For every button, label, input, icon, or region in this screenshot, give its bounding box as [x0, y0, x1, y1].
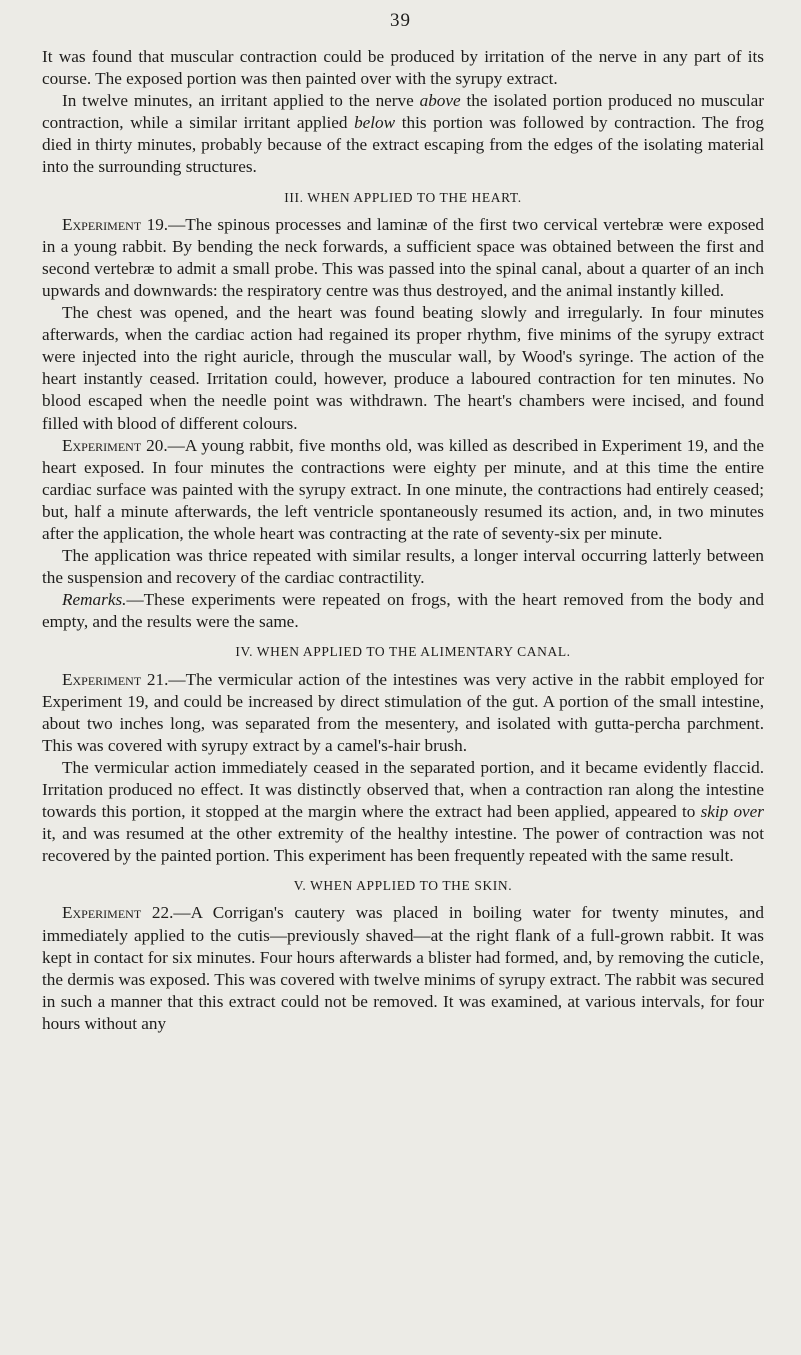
body-text — [42, 46, 764, 1035]
text-run: it, and was resumed at the other extremity of the healthy intestine. The power of contraction was not recovered by the painted portion. This experiment has been frequently repeated with the same result. — [42, 824, 764, 866]
emphasis-below: below — [354, 113, 396, 133]
emphasis-skip-over: skip over — [700, 802, 764, 822]
page-number: 39 — [390, 10, 411, 31]
section-heading-alimentary: IV. WHEN APPLIED TO THE ALIMENTARY CANAL. — [235, 644, 571, 660]
experiment-label: Experiment 22. — [62, 903, 174, 923]
text-run: the isolated portion produced no muscular contraction, while a similar irritant applied — [42, 91, 764, 133]
section-heading-heart: III. WHEN APPLIED TO THE HEART. — [284, 189, 522, 205]
text-run: —A Corrigan's cautery was placed in boiling water for twenty minutes, and immediately applied to the cutis—previously shaved—at the right flank of a full-grown rabbit. It was kept in contact for six minutes. Four hours afterwards a blister had formed, and, by removing the cuticle, the dermis was exposed. This was covered with twelve minims of syrupy extract. The rabbit was secured in such a manner that this extract could not be removed. It was examined, at various intervals, for four hours without any — [42, 903, 764, 1033]
text-run: The vermicular action immediately ceased in the separated portion, and it became evidently flaccid. Irritation produced no effect. It was distinctly observed that, when a contraction ran along the intestine towards this portion, it stopped at the margin where the extract had been applied, appeared to — [42, 757, 764, 822]
paragraph-vermicular-action — [42, 757, 764, 867]
experiment-label: Experiment 21. — [62, 669, 169, 689]
text-run: —A young rabbit, five months old, was killed as described in Experiment 19, and the heart exposed. In four minutes the contractions were eighty per minute, and at this time the entire cardiac surface was painted with the syrupy extract. In one minute, the contractions had entirely ceased; but, half a minute afterwards, the left ventricle spontaneously resumed its action, and, in two minutes after the application, the whole heart was contracting at the rate of seventy-six per minute. — [42, 435, 764, 543]
paragraph-heart-opened: The chest was opened, and the heart was found beating slowly and irregularly. In four minutes afterwards, when the cardiac action had regained its proper rhythm, five minims of the syrupy extract were injected into the right auricle, through the muscular wall, by Wood's syringe. The action of the heart instantly ceased. Irritation could, however, produce a laboured contraction for ten minutes. No blood escaped when the needle point was withdrawn. The heart's chambers were incised, and found filled with blood of different colours. — [42, 303, 764, 433]
paragraph-experiment-21 — [42, 669, 764, 757]
paragraph-experiment-22 — [42, 902, 764, 1035]
experiment-label: Experiment 19. — [62, 214, 169, 234]
text-run: In twelve minutes, an irritant applied to the nerve — [62, 91, 420, 111]
paragraph-experiment-19 — [42, 214, 764, 302]
experiment-label: Experiment 20. — [62, 435, 168, 455]
text-run: —These experiments were repeated on frogs, with the heart removed from the body and empty, and the results were the same. — [42, 590, 764, 632]
text-run: —The vermicular action of the intestines was very active in the rabbit employed for Experiment 19, and could be increased by direct stimulation of the gut. A portion of the small intestine, about two inches long, was separated from the mesentery, and isolated with gutta-percha parchment. This was covered with syrupy extract by a camel's-hair brush. — [42, 669, 765, 755]
emphasis-above: above — [419, 91, 461, 111]
paragraph-nerve-intro: It was found that muscular contraction could be produced by irritation of the nerve in any part of its course. The exposed portion was then painted over with the syrupy extract. — [42, 47, 764, 89]
paragraph-repeated-application: The application was thrice repeated with similar results, a longer interval occurring latterly between the suspension and recovery of the cardiac contractility. — [42, 546, 764, 588]
paragraph-remarks — [42, 589, 764, 633]
section-heading-skin: V. WHEN APPLIED TO THE SKIN. — [293, 878, 513, 894]
text-run: this portion was followed by contraction. The frog died in thirty minutes, probably because of the extract escaping from the edges of the isolating material into the surrounding structures. — [42, 113, 764, 177]
paragraph-nerve-irritant — [42, 90, 764, 178]
text-run: —The spinous processes and laminæ of the first two cervical vertebræ were exposed in a young rabbit. By bending the neck forwards, a sufficient space was obtained between the first and second vertebræ to admit a small probe. This was passed into the spinal canal, about a quarter of an inch upwards and downwards: the respiratory centre was thus destroyed, and the animal instantly killed. — [42, 214, 765, 300]
remarks-label: Remarks. — [62, 590, 127, 610]
paragraph-experiment-20 — [42, 435, 764, 545]
